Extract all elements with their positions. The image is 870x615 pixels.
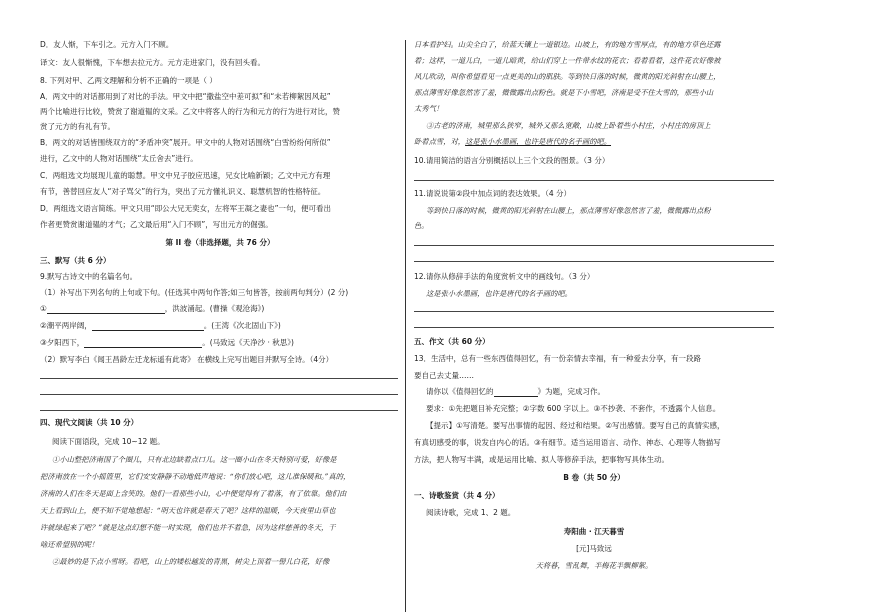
answer-line[interactable]	[414, 245, 774, 246]
passage-p1-line1: ①小山整把济南围了个圈儿，只有北边缺着点口儿。这一圈小山在冬天特别可爱，好像是	[52, 455, 337, 464]
passage-p1-line4: 天上看到山上，便不知不觉地想起：“明天也许就是春天了吧？这样的温暖，今天夜里山草也	[40, 506, 336, 515]
section-4-heading: 四、现代文阅读（共 10 分）	[40, 418, 139, 427]
passage-p2-line2: 日本看护妇。山尖全白了，给蓝天镶上一道银边。山坡上，有的地方雪厚点，有的地方草色还露	[414, 40, 721, 49]
poem-line-1: 天将暮，雪乱舞，半梅花半飘柳絮。	[535, 561, 653, 570]
reading-instruction: 阅读下面语段，完成 10~12 题。	[52, 437, 165, 446]
answer-line[interactable]	[40, 378, 398, 379]
passage-p1-line5: 许就绿起来了吧？”就是这点幻想不能一时实现，他们也并不着急，因为这样慈善的冬天，干	[40, 523, 336, 532]
question-9-1: （1）补写出下列名句的上句或下句。(任选其中两句作答;如三句皆答，按前两句判分）(2 分)	[40, 288, 349, 297]
answer-line[interactable]	[414, 311, 774, 312]
q8-option-c-line2: 有节，善替回应友人“对子骂父”的行为，突出了元方懂礼识义、聪慧机智的性格特征。	[40, 187, 326, 196]
q8-option-d-line1: D．两组选文语言简练。甲文只用“即公大兄无奕女，左将军王凝之妻也”一句，便可看出	[40, 204, 332, 213]
q8-option-b-line2: 进行，乙文中的人物对话围绕“太丘舍去”进行。	[40, 154, 198, 163]
essay-tips-line1: 【提示】①写清楚。要写出事情的起因、经过和结果。②写出感情。要写自己的真情实感，	[426, 421, 725, 430]
passage-p2-line3: 着；这样，一道儿白，一道儿暗黄，给山们穿上一件带水纹的花衣；看着看着，这件花衣好像被	[414, 56, 721, 65]
question-9: 9.默写古诗文中的名篇名句。	[40, 272, 138, 281]
answer-line[interactable]	[414, 327, 774, 328]
passage-p1-line2: 把济南放在一个小摇篮里，它们安安静静不动地低声地说：“你们放心吧，这儿准保暖和。”真的，	[40, 472, 351, 481]
q11-quote-line2: 色。	[414, 221, 429, 230]
q9-1-item-a: ① ，洪波涌起。(曹操《观沧海》)	[40, 304, 265, 313]
part-2-heading: 第 II 卷（非选择题，共 76 分）	[165, 238, 275, 247]
passage-p3-line1: ③古老的济南，城里那么狭窄，城外又那么宽敞，山坡上卧着些小村庄，小村庄的房顶上	[426, 121, 711, 130]
passage-p1-line3: 济南的人们在冬天是面上含笑的。他们一看那些小山，心中便觉得有了着落，有了依靠。他们由	[40, 489, 347, 498]
title-blank[interactable]	[494, 388, 538, 397]
essay-tips-line2: 有真切感受的事，说发自内心的话。③有细节。适当运用语言、动作、神态、心理等人物描写	[414, 438, 721, 447]
passage-p2-line4: 风儿吹动，叫你希望看见一点更美的山的肌肤。等到快日落的时候，微黄的阳光斜射在山腰上，	[414, 72, 721, 81]
question-8: 8. 下列对甲、乙两文理解和分析不正确的一项是（ ）	[40, 76, 217, 85]
q11-quote-line1: 等到快日落的时候，微黄的阳光斜射在山腰上，那点薄雪好像忽然害了羞，微微露出点粉	[426, 206, 711, 215]
option-d-text: D．友人惭，下车引之。元方入门不顾。	[40, 40, 174, 49]
question-11: 11.请说说第②段中加点词的表达效果。（4 分）	[414, 189, 572, 198]
q13-prompt-line2: 要自己去丈量……	[414, 371, 474, 380]
q12-quote: 这是张小水墨画，也许是唐代的名手画的吧。	[426, 289, 572, 298]
poem-title: 寿阳曲 · 江天暮雪	[563, 527, 625, 536]
answer-line[interactable]	[40, 394, 398, 395]
question-10: 10.请用简洁的语言分别概括以上三个文段的图景。（3 分）	[414, 156, 610, 165]
poetry-section-heading: 一、诗歌鉴赏（共 4 分）	[414, 491, 500, 500]
paper-b-heading: B 卷（共 50 分）	[563, 473, 625, 482]
answer-blank[interactable]	[92, 322, 204, 331]
q8-option-c-line1: C．两组选文均展现儿童的聪慧。甲文中兄子胶应迅速，兄女比喻新颖；乙文中元方有理	[40, 171, 331, 180]
q9-1-item-c: ③夕阳西下， 。(马致远《天净沙 · 秋思》)	[40, 338, 294, 347]
poem-author: [元]马致远	[576, 544, 612, 553]
essay-requirements: 要求：①先把题目补充完整；②字数 600 字以上。③不抄袭、不套作，不透露个人信息。	[426, 404, 721, 413]
answer-line[interactable]	[414, 261, 774, 262]
q8-option-d-line2: 作者更赞赏谢道韫的才气；乙文最后用“入门不顾”，写出元方的倔强。	[40, 220, 273, 229]
answer-line[interactable]	[40, 410, 398, 411]
answer-blank[interactable]	[47, 305, 165, 314]
passage-p2-line6: 太秀气！	[414, 104, 444, 113]
q8-option-a-line1: A．两文中的对话都用到了对比的手法。甲文中把“撒盐空中差可拟”和“未若柳絮因风起”	[40, 92, 331, 101]
section-3-heading: 三、默写（共 6 分）	[40, 256, 111, 265]
passage-p1-line6: 啥还希望别的呢！	[40, 540, 99, 549]
answer-blank[interactable]	[84, 339, 202, 348]
question-12: 12.请你从修辞手法的角度赏析文中的画线句。（3 分）	[414, 272, 595, 281]
question-9-2: （2）默写李白《闻王昌龄左迁龙标遥有此寄》 在横线上完写出题目并默写全诗。（4分）	[40, 355, 334, 364]
q9-1-item-b: ②潮平两岸阔， 。(王湾《次北固山下》)	[40, 321, 281, 330]
q8-option-a-line3: 赏了元方的有礼有节。	[40, 122, 115, 131]
q8-option-a-line2: 两个比喻进行比较，赞赏了谢道韫的文采。乙文中将客人的行为和元方的行为进行对比，赞	[40, 107, 340, 116]
passage-p2-line1: ②最妙的是下点小雪呀。看吧，山上的矮松越发的青黑，树尖上顶着一髻儿白花，好像	[52, 557, 330, 566]
poetry-instruction: 阅读诗歌，完成 1、2 题。	[426, 508, 516, 517]
section-5-heading: 五、作文（共 60 分）	[414, 337, 490, 346]
passage-p2-line5: 那点薄雪好像忽然害了羞，微微露出点粉色。就是下小雪吧，济南是受不住大雪的，那些小山	[414, 88, 714, 97]
column-divider	[405, 40, 406, 612]
essay-tips-line3: 方法，把人物写丰满，或是运用比喻、拟人等修辞手法，把事物写具体生动。	[414, 455, 669, 464]
translation-text: 译文：友人很惭愧，下车想去拉元方。元方走进家门，没有回头看。	[40, 58, 265, 67]
q8-option-b-line1: B．两文的对话皆围绕双方的“矛盾冲突”展开。甲文中的人物对话围绕“白雪纷纷何所似”	[40, 138, 331, 147]
passage-p3-line2: 卧着点雪，对，这是张小水墨画，也许是唐代的名手画的吧。	[414, 137, 612, 146]
q13-prompt-line1: 13．生活中，总有一些东西值得回忆，有一份亲情去幸福，有一种爱去分享，有一段路	[414, 354, 702, 363]
answer-line[interactable]	[414, 180, 774, 181]
underlined-sentence: 这是张小水墨画，也许是唐代的名手画的吧。	[465, 137, 612, 146]
q13-title-instruction: 请你以《值得回忆的 》为题，完成习作。	[426, 387, 605, 396]
